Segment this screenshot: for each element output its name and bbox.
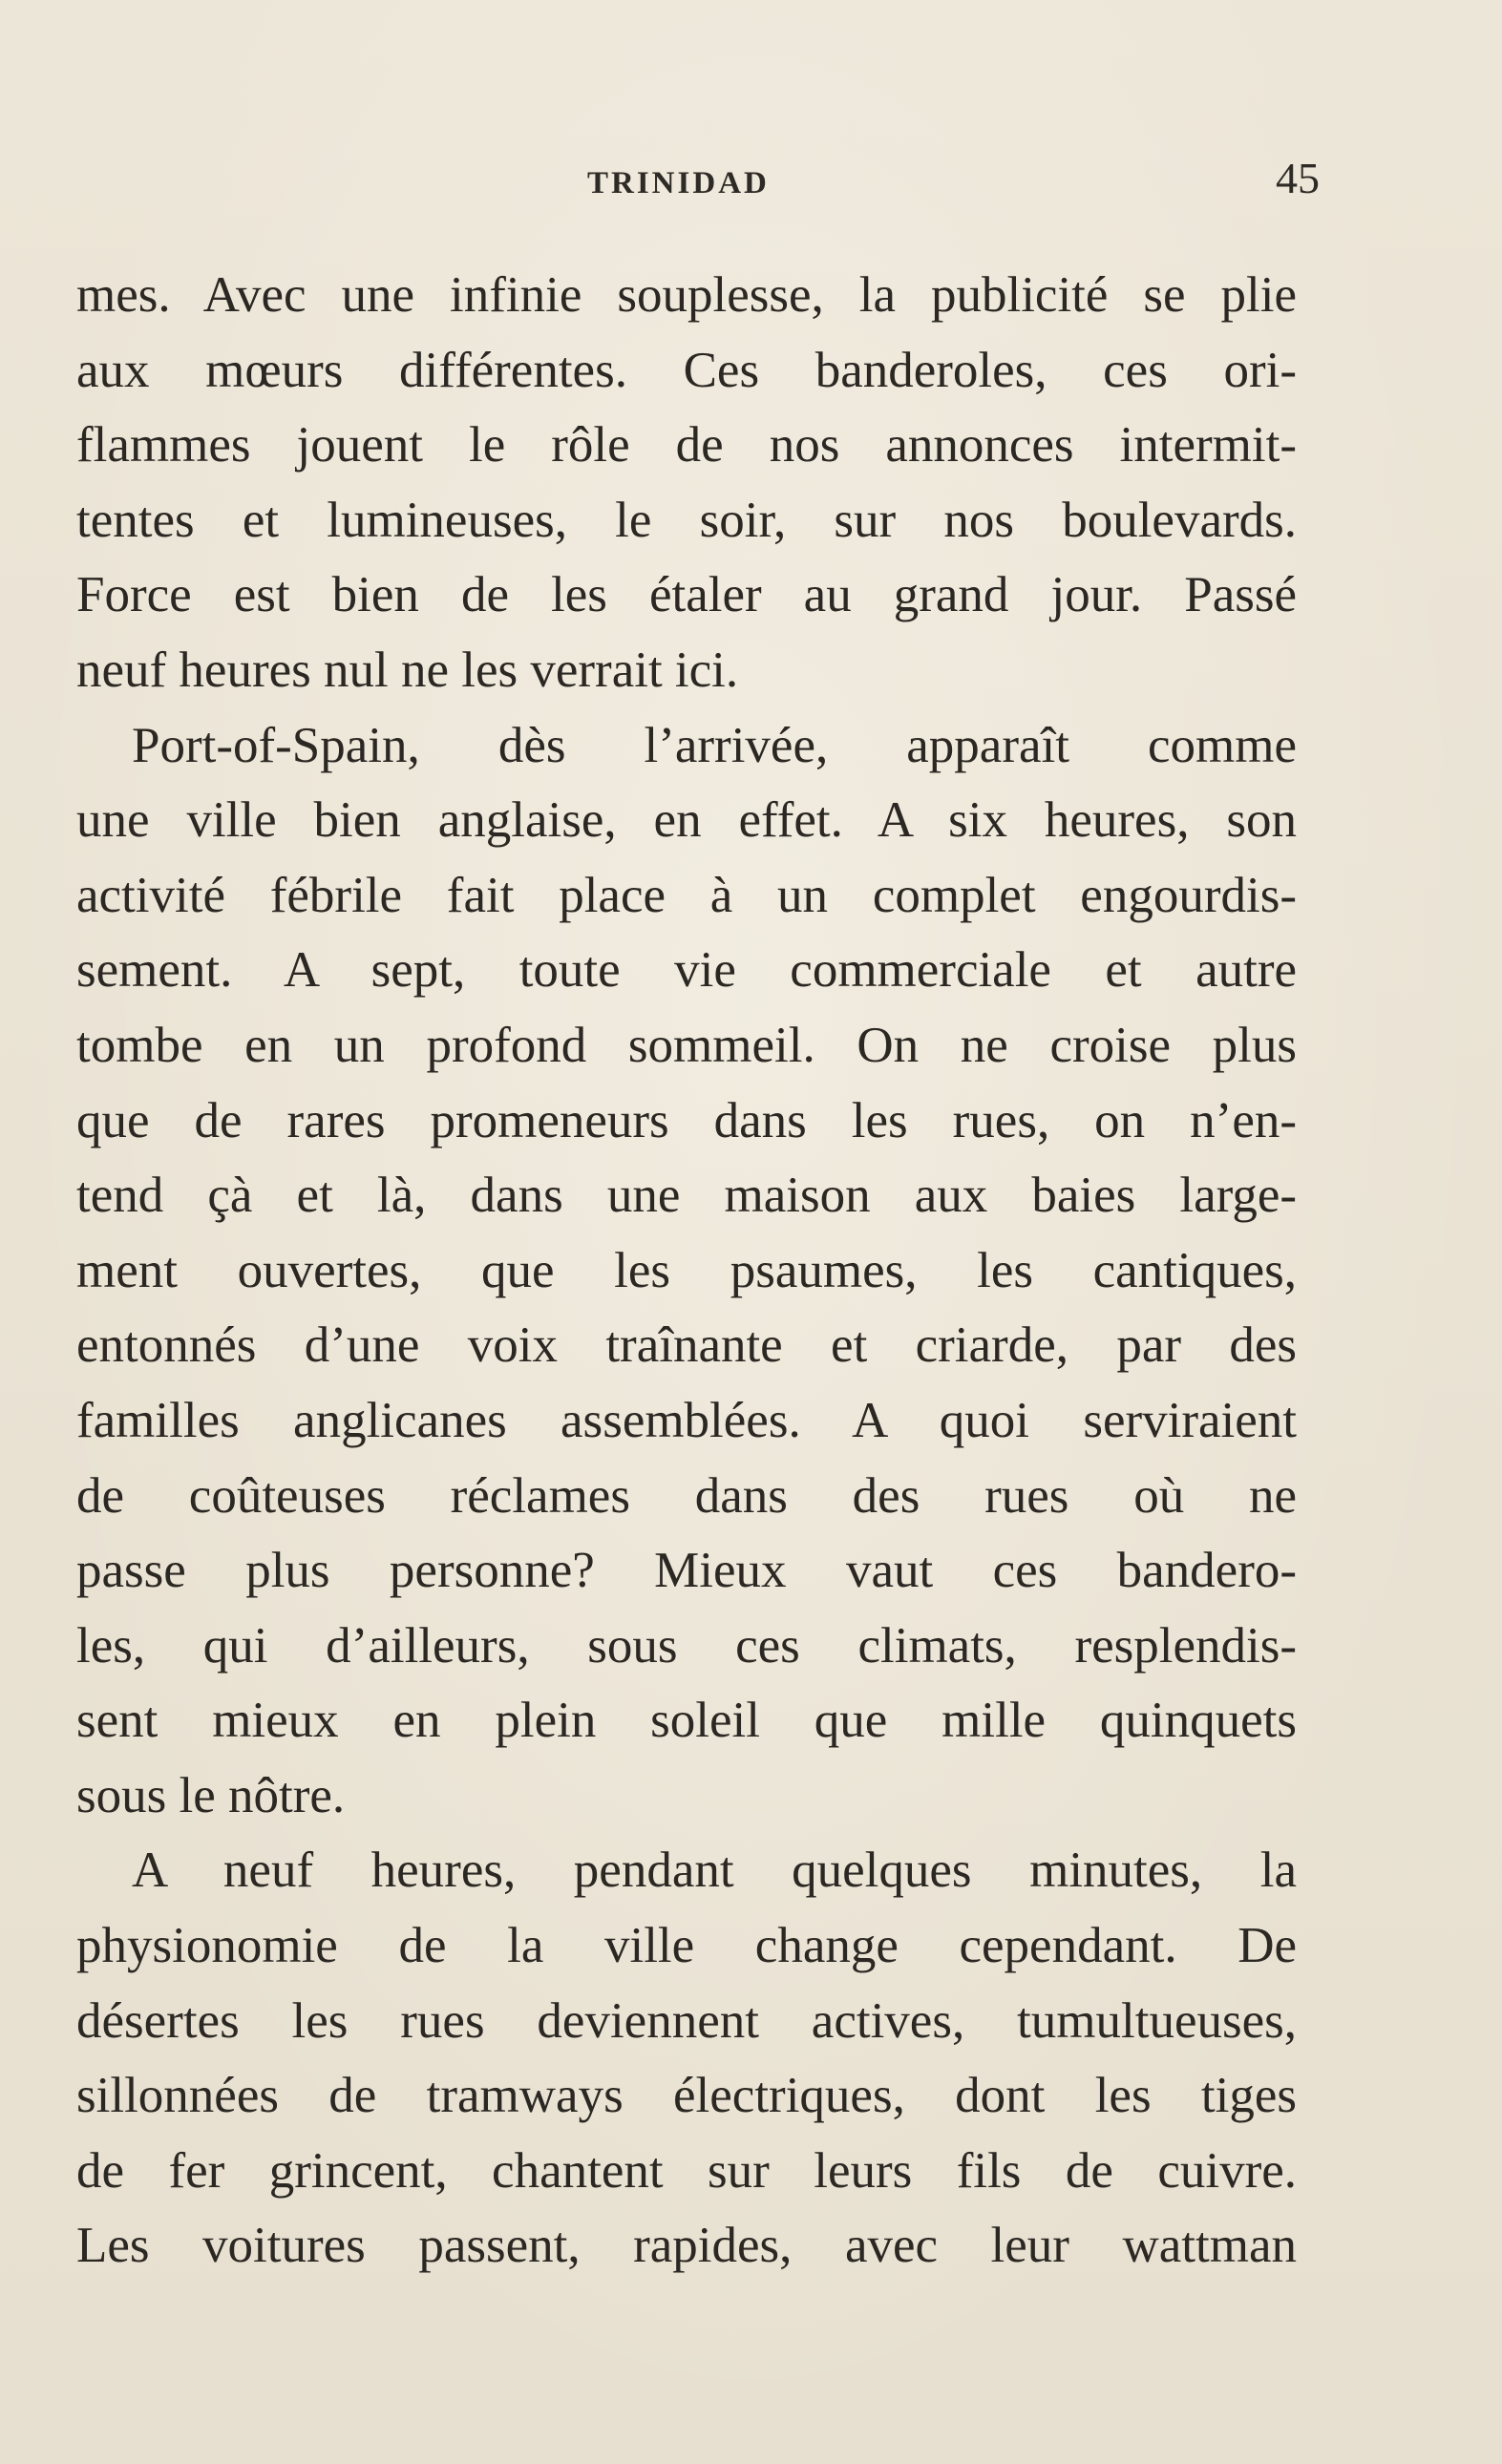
text-line: de coûteuses réclames dans des rues où ne — [76, 1467, 1297, 1524]
text-line: sent mieux en plein soleil que mille quinquets — [76, 1693, 1297, 1749]
text-line: sillonnées de tramways électriques, dont les tiges — [76, 2068, 1297, 2124]
text-line: Port-of-Spain, dès l’arrivée, apparaît comme — [132, 717, 1297, 773]
text-line: mes. Avec une infinie souplesse, la publicité se plie — [76, 267, 1297, 323]
text-line: une ville bien anglaise, en effet. A six heures, son — [76, 792, 1297, 849]
text-line: tombe en un profond sommeil. On ne croise plus — [76, 1017, 1297, 1073]
text-line: désertes les rues deviennent actives, tumultueuses, — [76, 1992, 1297, 2049]
text-line: que de rares promeneurs dans les rues, on n’en- — [76, 1092, 1297, 1148]
text-line: Force est bien de les étaler au grand jour. Passé — [76, 567, 1297, 623]
text-line: passe plus personne? Mieux vaut ces bandero- — [76, 1543, 1297, 1599]
page-header — [76, 153, 1320, 210]
text-line: activité fébrile fait place à un complet engourdis- — [76, 867, 1297, 923]
text-line: familles anglicanes assemblées. A quoi serviraient — [76, 1392, 1297, 1448]
text-line: neuf heures nul ne les verrait ici. — [76, 642, 739, 698]
text-line: flammes jouent le rôle de nos annonces intermit- — [76, 417, 1297, 474]
text-line: de fer grincent, chantent sur leurs fils de cuivre. — [76, 2142, 1297, 2199]
body-text — [76, 258, 1297, 2284]
text-line: A neuf heures, pendant quelques minutes, la — [132, 1843, 1297, 1899]
text-line: aux mœurs différentes. Ces banderoles, ces ori- — [76, 342, 1297, 398]
running-head: TRINIDAD — [587, 166, 770, 200]
page-number: 45 — [1276, 154, 1320, 202]
text-line: tend çà et là, dans une maison aux baies large- — [76, 1168, 1297, 1224]
text-line: entonnés d’une voix traînante et criarde, par des — [76, 1317, 1297, 1374]
text-line: physionomie de la ville change cependant. De — [76, 1918, 1297, 1974]
text-line: tentes et lumineuses, le soir, sur nos boulevards. — [76, 492, 1297, 548]
text-line: les, qui d’ailleurs, sous ces climats, resplendis- — [76, 1617, 1297, 1674]
text-line: Les voitures passent, rapides, avec leur wattman — [76, 2218, 1297, 2274]
text-line: sement. A sept, toute vie commerciale et autre — [76, 942, 1297, 999]
text-line: sous le nôtre. — [76, 1767, 346, 1823]
text-line: ment ouvertes, que les psaumes, les cantiques, — [76, 1242, 1297, 1298]
